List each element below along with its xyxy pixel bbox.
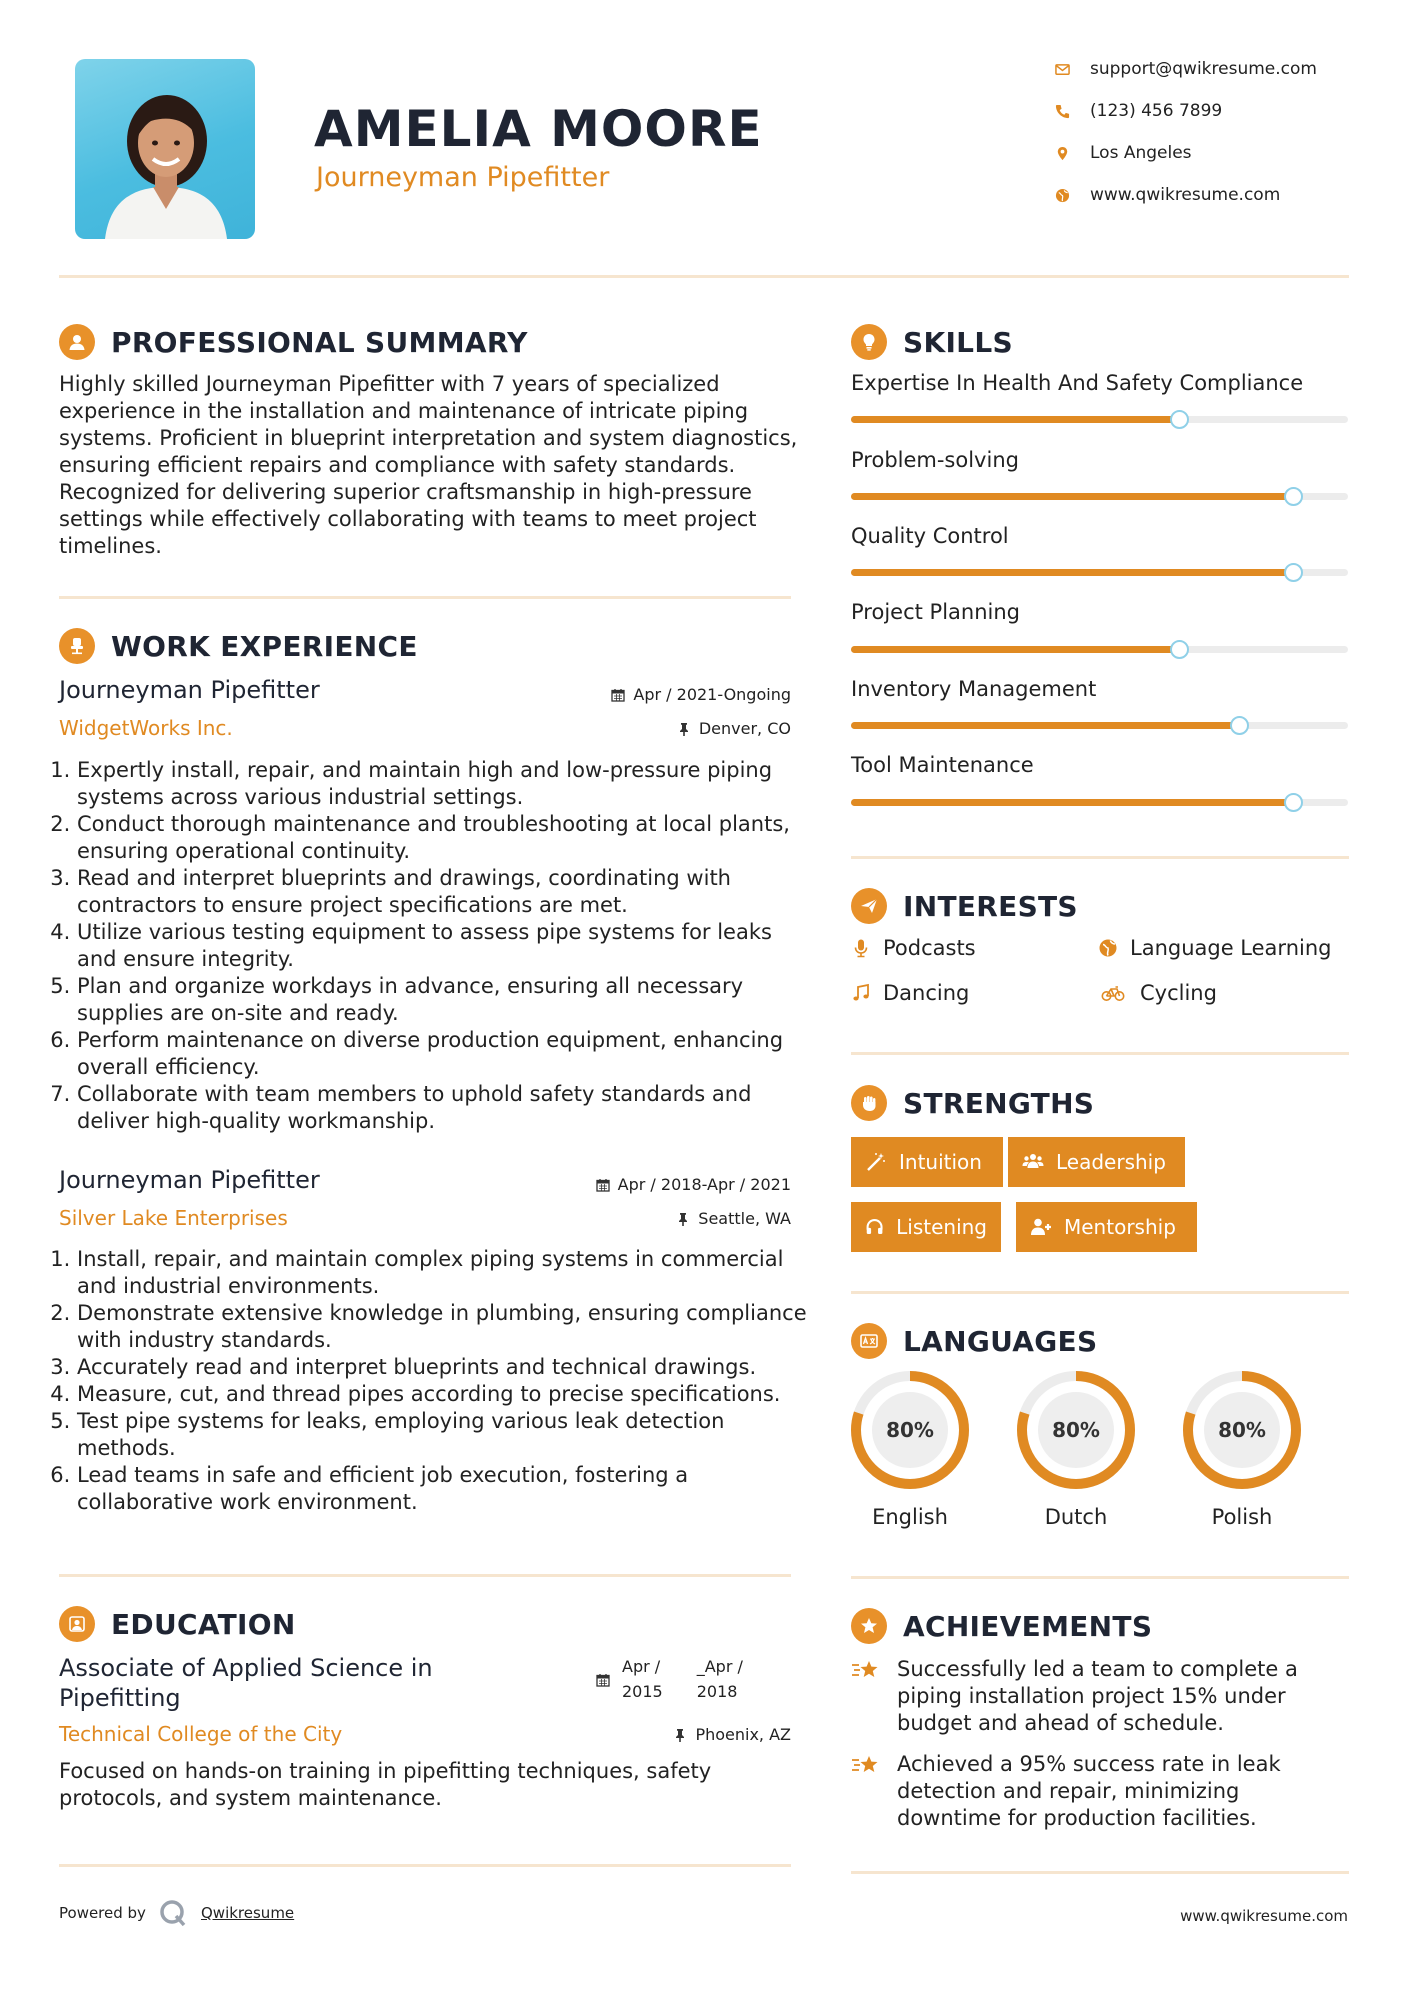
list-item: 4. Utilize various testing equipment to assess pipe systems for leaks and ensure integrity. (77, 919, 817, 973)
summary-line: timelines. (59, 534, 162, 558)
language-percent: 80% (886, 1418, 934, 1442)
list-item: 5. Test pipe systems for leaks, employing various leak detection methods. (77, 1408, 817, 1462)
job-duties-list (59, 757, 817, 1135)
strengths-divider (851, 1291, 1349, 1294)
education-desc-line: protocols, and system maintenance. (59, 1786, 442, 1810)
job-title: Journeyman Pipefitter (59, 1166, 320, 1194)
profile-photo-illustration (75, 59, 255, 239)
education-heading (59, 1606, 296, 1642)
interests-title: INTERESTS (903, 889, 1078, 923)
achievement-text: Achieved a 95% success rate in leak detection and repair, minimizing downtime for production facilities. (897, 1752, 1281, 1830)
skill-bar-knob (1284, 563, 1303, 582)
globe-icon (1098, 938, 1118, 958)
skill-label: Problem-solving (851, 448, 1019, 472)
education-description (59, 1758, 799, 1812)
skill-bar-fill (851, 493, 1293, 500)
achievements-divider (851, 1871, 1349, 1874)
job-location-text: Denver, CO (698, 719, 791, 738)
education-end-month: _Apr / (696, 1657, 743, 1676)
skill-bar (851, 493, 1348, 500)
strength-label: Listening (896, 1215, 987, 1239)
phone-icon (1055, 104, 1070, 119)
school-name: Technical College of the City (59, 1722, 343, 1746)
skill-bar (851, 569, 1348, 576)
contact-location-text: Los Angeles (1090, 143, 1192, 163)
contact-email-text: support@qwikresume.com (1090, 59, 1317, 79)
strength-label: Mentorship (1064, 1215, 1176, 1239)
skill-bar (851, 646, 1348, 653)
education-desc-line: Focused on hands-on training in pipefitting techniques, safety (59, 1759, 712, 1783)
job-location (677, 719, 791, 738)
job-location (676, 1209, 791, 1228)
strength-label: Intuition (899, 1150, 982, 1174)
calendar-icon (596, 1673, 610, 1687)
strengths-heading (851, 1085, 1094, 1121)
degree-line: Pipefitting (59, 1684, 181, 1712)
skill-bar-knob (1170, 410, 1189, 429)
summary-line: Highly skilled Journeyman Pipefitter with 7 years of specialized (59, 372, 720, 396)
education-start-month: Apr / (622, 1657, 661, 1676)
music-note-icon (851, 983, 871, 1003)
skills-heading (851, 324, 1013, 360)
strength-label: Leadership (1056, 1150, 1166, 1174)
candidate-name: AMELIA MOORE (314, 100, 763, 158)
interest-label: Language Learning (1130, 936, 1332, 960)
interests-heading (851, 888, 1078, 924)
skill-label: Expertise In Health And Safety Compliance (851, 371, 1304, 395)
skills-divider (851, 856, 1349, 859)
profile-photo (75, 59, 255, 239)
education-end-year: 2018 (696, 1682, 738, 1701)
list-item: 2. Demonstrate extensive knowledge in plumbing, ensuring compliance with industry standards. (77, 1300, 817, 1354)
languages-title: LANGUAGES (903, 1324, 1098, 1358)
contact-website[interactable] (1055, 180, 1280, 210)
shooting-star-icon (851, 1656, 881, 1686)
job-location-text: Seattle, WA (698, 1209, 791, 1228)
globe-icon (1055, 188, 1070, 203)
language-name: Dutch (1044, 1505, 1108, 1529)
language-name: English (872, 1505, 948, 1529)
degree-line: Associate of Applied Science in (59, 1654, 433, 1682)
skill-bar-knob (1170, 640, 1189, 659)
summary-line: experience in the installation and maintenance of intricate piping (59, 399, 749, 423)
job-dates-text: Apr / 2021-Ongoing (633, 685, 791, 704)
list-item: 3. Accurately read and interpret blueprints and technical drawings. (77, 1354, 817, 1381)
education-start (622, 1654, 663, 1704)
education-location-text: Phoenix, AZ (695, 1725, 791, 1744)
strength-chip (1008, 1137, 1185, 1187)
powered-by-label: Powered by (59, 1904, 146, 1922)
education-divider (59, 1864, 791, 1867)
qwikresume-logo-icon (158, 1898, 188, 1928)
fist-icon (851, 1085, 887, 1121)
paper-plane-icon (851, 888, 887, 924)
qwikresume-link[interactable]: Qwikresume (201, 1904, 295, 1922)
headphones-icon (865, 1216, 884, 1238)
list-item: 7. Collaborate with team members to uphold safety standards and deliver high-quality workmanship. (77, 1081, 817, 1135)
achievement-item (851, 1751, 1347, 1832)
strength-chip (851, 1202, 1001, 1252)
skill-label: Tool Maintenance (851, 753, 1034, 777)
skill-bar-knob (1230, 716, 1249, 735)
work-heading (59, 628, 418, 664)
education-end (697, 1654, 743, 1704)
footer-website[interactable]: www.qwikresume.com (1180, 1907, 1348, 1925)
language-percent: 80% (1052, 1418, 1100, 1442)
shooting-star-icon (851, 1751, 881, 1781)
microphone-icon (851, 938, 871, 958)
language-percent: 80% (1218, 1418, 1266, 1442)
contact-phone[interactable] (1055, 96, 1222, 126)
achievement-item (851, 1656, 1347, 1737)
header-divider (59, 275, 1349, 278)
skill-bar-knob (1284, 487, 1303, 506)
summary-line: systems. Proficient in blueprint interpretation and system diagnostics, (59, 426, 798, 450)
skill-bar-fill (851, 416, 1179, 423)
skills-title: SKILLS (903, 325, 1013, 359)
list-item: 4. Measure, cut, and thread pipes according to precise specifications. (77, 1381, 817, 1408)
summary-title: PROFESSIONAL SUMMARY (111, 325, 528, 359)
interest-item (1098, 981, 1217, 1005)
skill-label: Inventory Management (851, 677, 1097, 701)
summary-divider (59, 596, 791, 599)
job-dates (611, 685, 791, 704)
contact-email[interactable] (1055, 54, 1317, 84)
interest-item (1098, 936, 1331, 960)
interest-label: Podcasts (883, 936, 976, 960)
summary-line: ensuring efficient repairs and compliance with safety standards. (59, 453, 736, 477)
education-start-year: 2015 (622, 1682, 663, 1701)
job-dates-text: Apr / 2018-Apr / 2021 (617, 1175, 791, 1194)
strength-chip (851, 1137, 1003, 1187)
calendar-icon (596, 1178, 610, 1192)
lightbulb-icon (851, 324, 887, 360)
summary-line: settings while effectively collaborating with teams to meet project (59, 507, 757, 531)
skill-label: Quality Control (851, 524, 1009, 548)
office-chair-icon (59, 628, 95, 664)
magic-wand-icon (865, 1151, 887, 1173)
list-item: 3. Read and interpret blueprints and drawings, coordinating with contractors to ensure project specifications are met. (77, 865, 817, 919)
achievement-text: Successfully led a team to complete a piping installation project 15% under budget and ahead of schedule. (897, 1657, 1298, 1735)
calendar-icon (611, 688, 625, 702)
skill-bar-knob (1284, 793, 1303, 812)
user-icon (59, 324, 95, 360)
contact-website-text: www.qwikresume.com (1090, 185, 1281, 205)
job-company: WidgetWorks Inc. (59, 716, 233, 740)
degree-name (59, 1653, 433, 1713)
summary-line: Recognized for delivering superior craftsmanship in high-pressure (59, 480, 752, 504)
candidate-role: Journeyman Pipefitter (316, 162, 610, 193)
interest-label: Cycling (1140, 981, 1217, 1005)
achievements-heading (851, 1608, 1152, 1644)
work-title: WORK EXPERIENCE (111, 629, 418, 663)
strength-chip (1016, 1202, 1197, 1252)
list-item: 5. Plan and organize workdays in advance, ensuring all necessary supplies are on-site and ready. (77, 973, 817, 1027)
list-item: 6. Perform maintenance on diverse production equipment, enhancing overall efficiency. (77, 1027, 817, 1081)
achievements-title: ACHIEVEMENTS (903, 1609, 1153, 1643)
list-item: 2. Conduct thorough maintenance and troubleshooting at local plants, ensuring operational continuity. (77, 811, 817, 865)
job-title: Journeyman Pipefitter (59, 676, 320, 704)
pushpin-icon (673, 1728, 687, 1742)
skill-bar-fill (851, 799, 1293, 806)
skill-bar (851, 799, 1348, 806)
job-company: Silver Lake Enterprises (59, 1206, 288, 1230)
interest-label: Dancing (883, 981, 970, 1005)
users-icon (1022, 1151, 1044, 1173)
pushpin-icon (676, 1212, 690, 1226)
interest-item (851, 981, 969, 1005)
graduate-icon (59, 1606, 95, 1642)
contact-phone-text: (123) 456 7899 (1090, 101, 1223, 121)
language-icon (851, 1323, 887, 1359)
education-location (673, 1725, 791, 1744)
envelope-icon (1055, 62, 1070, 77)
language-name: Polish (1211, 1505, 1273, 1529)
list-item: 1. Expertly install, repair, and maintain high and low-pressure piping systems across various industrial settings. (77, 757, 817, 811)
pushpin-icon (677, 722, 691, 736)
interests-divider (851, 1052, 1349, 1055)
work-divider (59, 1574, 791, 1577)
languages-divider (851, 1576, 1349, 1579)
star-badge-icon (851, 1608, 887, 1644)
list-item: 1. Install, repair, and maintain complex piping systems in commercial and industrial environments. (77, 1246, 817, 1300)
job-duties-list (59, 1246, 817, 1516)
education-title: EDUCATION (111, 1607, 296, 1641)
strengths-title: STRENGTHS (903, 1086, 1095, 1120)
summary-text (59, 371, 799, 560)
education-dates (596, 1656, 743, 1704)
map-pin-icon (1055, 146, 1070, 161)
skill-bar (851, 416, 1348, 423)
user-plus-icon (1030, 1216, 1052, 1238)
skill-bar-fill (851, 569, 1293, 576)
skill-bar-fill (851, 722, 1239, 729)
job-dates (596, 1175, 791, 1194)
bicycle-icon (1098, 983, 1128, 1003)
list-item: 6. Lead teams in safe and efficient job execution, fostering a collaborative work environment. (77, 1462, 817, 1516)
summary-heading (59, 324, 528, 360)
skill-bar (851, 722, 1348, 729)
languages-heading (851, 1323, 1097, 1359)
skill-bar-fill (851, 646, 1179, 653)
interest-item (851, 936, 976, 960)
skill-label: Project Planning (851, 600, 1020, 624)
contact-location (1055, 138, 1192, 168)
